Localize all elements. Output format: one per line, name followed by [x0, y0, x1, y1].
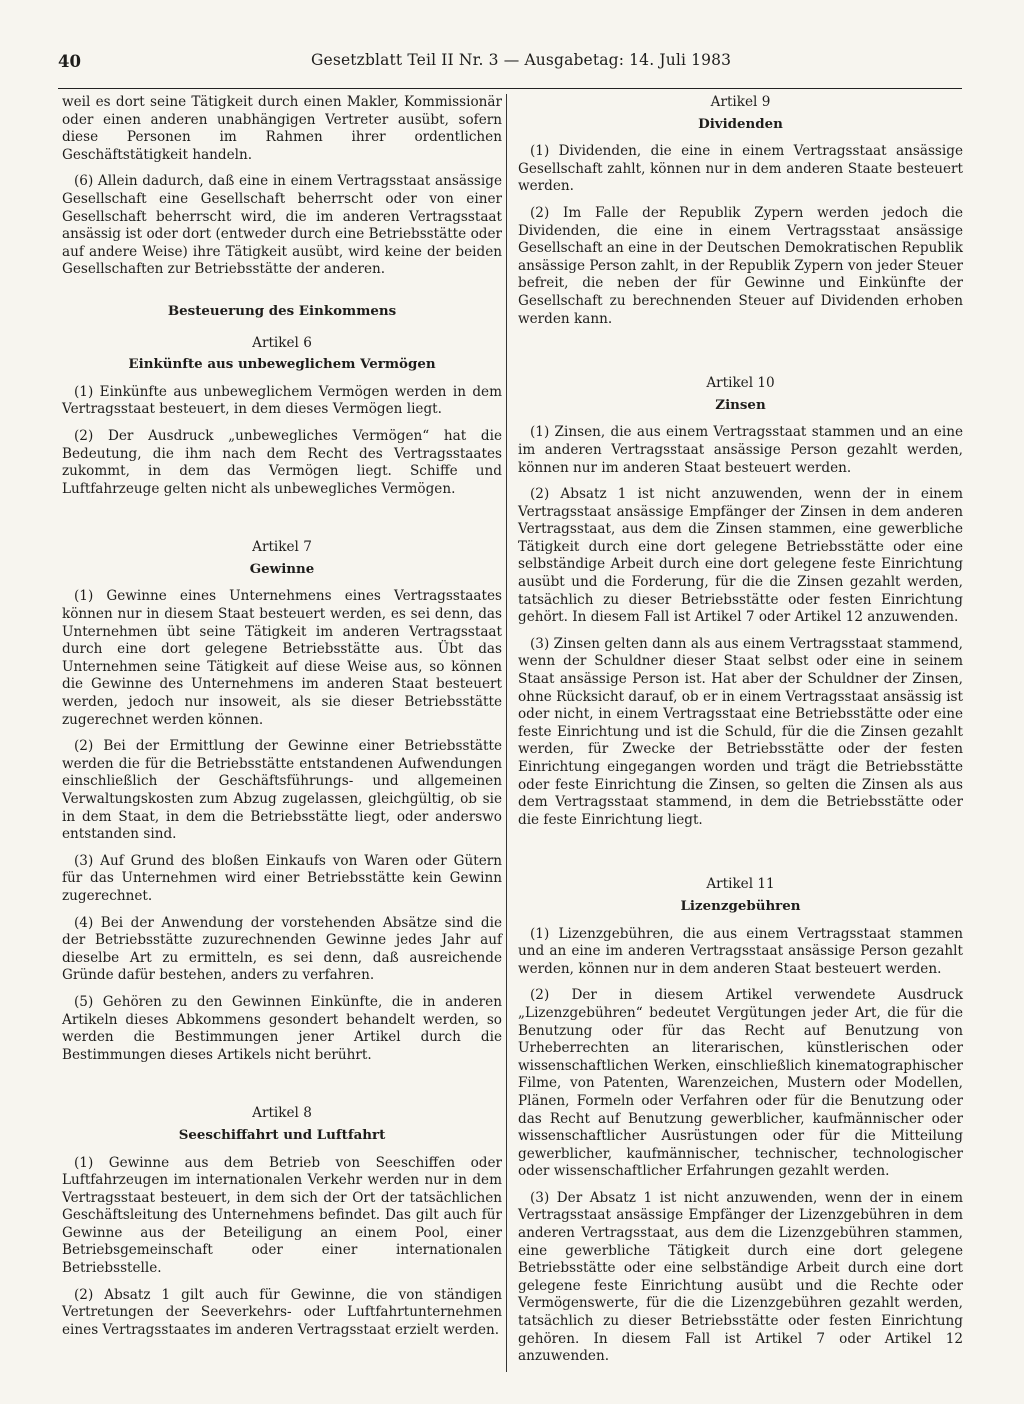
article-10-paragraph-2: (2) Absatz 1 ist nicht anzuwenden, wenn der in einem Vertragsstaat ansässige Empfänger der Zinsen in dem anderen Vertragsstaat, aus dem die Zinsen stammen, eine gewerbliche Tätigkeit durch eine dort gelegene Betriebsstätte oder eine selbständige Arbeit durch eine dort gelegene feste Einrichtung ausübt und die Forderung, für die die Zinsen gezahlt werden, tatsächlich zu dieser Betriebsstätte oder festen Einrichtung gehört. In diesem Fall ist Artikel 7 oder Artikel 12 anzuwenden.	[518, 486, 963, 626]
page-header	[58, 48, 962, 89]
article-10-title: Zinsen	[715, 396, 766, 413]
right-column	[518, 94, 963, 1375]
section-title: Besteuerung des Einkommens	[167, 302, 397, 319]
article-7-paragraph-5: (5) Gehören zu den Gewinnen Einkünfte, die in anderen Artikeln dieses Abkommens gesondert behandelt werden, so werden die Bestimmungen jener Artikel durch die Bestimmungen dieses Artikels nicht berührt.	[62, 993, 502, 1063]
article-8-paragraph-1: (1) Gewinne aus dem Betrieb von Seeschiffen oder Luftfahrzeugen im internationalen Verkehr werden nur in dem Vertragsstaat besteuert, in dem sich der Ort der tatsächlichen Geschäftsleitung des Unternehmens befindet. Das gilt auch für Gewinne aus der Beteiligung an einem Pool, einer Betriebsgemeinschaft oder einer internationalen Betriebsstelle.	[62, 1154, 502, 1277]
article-7-paragraph-2: (2) Bei der Ermittlung der Gewinne einer Betriebsstätte werden die für die Betriebsstätte entstandenen Aufwendungen einschließlich der Geschäftsführungs- und allgemeinen Verwaltungskosten zum Abzug zugelassen, gleichgültig, ob sie in dem Staat, in dem die Betriebsstätte liegt, oder anderswo entstanden sind.	[62, 738, 502, 843]
article-8-title: Seeschiffahrt und Luftfahrt	[178, 1126, 386, 1143]
page-number: 40	[58, 52, 81, 71]
article-6-heading: Artikel 6	[252, 334, 312, 351]
article-10-heading: Artikel 10	[706, 375, 775, 392]
article-11-paragraph-2: (2) Der in diesem Artikel verwendete Ausdruck „Lizenzgebühren“ bedeutet Vergütungen jeder Art, die für die Benutzung oder für das Recht auf Benutzung von Urheberrechten an literarischen, künstlerischen oder wissenschaftlichen Werken, einschließlich kinematographischer Filme, von Patenten, Warenzeichen, Mustern oder Modellen, Plänen, Formeln oder Verfahren oder für die Benutzung oder das Recht auf Benutzung gewerblicher, kaufmännischer oder wissenschaftlicher Ausrüstungen oder für die Mitteilung gewerblicher, kaufmännischer, technischer, technologischer oder wissenschaftlicher Erfahrungen gezahlt werden.	[518, 987, 963, 1180]
article-10-paragraph-3: (3) Zinsen gelten dann als aus einem Vertragsstaat stammend, wenn der Schuldner dieser Staat selbst oder eine in seinem Staat ansässige Person ist. Hat aber der Schuldner der Zinsen, ohne Rücksicht darauf, ob er in einem Vertragsstaat ansässig ist oder nicht, in einem Vertragsstaat eine Betriebsstätte oder eine feste Einrichtung und ist die Schuld, für die die Zinsen gezahlt werden, für Zwecke der Betriebsstätte oder der festen Einrichtung eingegangen worden und trägt die Betriebsstätte oder feste Einrichtung die Zinsen, so gelten die Zinsen als aus dem Vertragsstaat stammend, in dem die Betriebsstätte oder die feste Einrichtung liegt.	[518, 635, 963, 828]
paragraph-6: (6) Allein dadurch, daß eine in einem Vertragsstaat ansässige Gesellschaft eine Gesellschaft beherrscht oder von einer Gesellschaft beherrscht wird, die im anderen Vertragsstaat ansässig ist oder dort (entweder durch eine Betriebsstätte oder auf andere Weise) ihre Tätigkeit ausübt, wird keine der beiden Gesellschaften zur Betriebsstätte der anderen.	[62, 173, 502, 278]
article-6-title: Einkünfte aus unbeweglichem Vermögen	[128, 356, 436, 373]
article-11-title: Lizenzgebühren	[680, 897, 801, 914]
article-7-paragraph-3: (3) Auf Grund des bloßen Einkaufs von Waren oder Gütern für das Unternehmen wird einer Betriebsstätte kein Gewinn zugerechnet.	[62, 852, 502, 904]
article-11-paragraph-3: (3) Der Absatz 1 ist nicht anzuwenden, wenn der in einem Vertragsstaat ansässige Empfänger der Lizenzgebühren in dem anderen Vertragsstaat, aus dem die Lizenzgebühren stammen, eine gewerbliche Tätigkeit durch eine dort gelegene Betriebsstätte oder eine selbständige Arbeit durch eine dort gelegene feste Einrichtung ausübt und die Rechte oder Vermögenswerte, für die die Lizenzgebühren gezahlt werden, tatsächlich zu dieser Betriebsstätte oder festen Einrichtung gehören. In diesem Fall ist Artikel 7 oder Artikel 12 anzuwenden.	[518, 1189, 963, 1365]
article-8-paragraph-2: (2) Absatz 1 gilt auch für Gewinne, die von ständigen Vertretungen der Seeverkehrs- oder Luftfahrtunternehmen eines Vertragsstaates im anderen Vertragsstaat erzielt werden.	[62, 1286, 502, 1338]
article-9-paragraph-2: (2) Im Falle der Republik Zypern werden jedoch die Dividenden, die eine in einem Vertragsstaat ansässige Gesellschaft an eine in der Deutschen Demokratischen Republik ansässige Person zahlt, in der Republik Zypern von jeder Steuer befreit, die neben der für Gewinne und Einkünfte der Gesellschaft zu berechnenden Steuer auf Dividenden erhoben werden kann.	[518, 204, 963, 327]
article-7-heading: Artikel 7	[252, 539, 312, 556]
column-divider	[506, 94, 507, 1372]
article-11-heading: Artikel 11	[706, 876, 775, 893]
article-10-paragraph-1: (1) Zinsen, die aus einem Vertragsstaat stammen und an eine im anderen Vertragsstaat ansässige Person gezahlt werden, können nur im anderen Staat besteuert werden.	[518, 424, 963, 476]
article-6-paragraph-1: (1) Einkünfte aus unbeweglichem Vermögen werden in dem Vertragsstaat besteuert, in dem dieses Vermögen liegt.	[62, 383, 502, 418]
article-7-title: Gewinne	[249, 560, 315, 577]
article-9-heading: Artikel 9	[710, 94, 771, 110]
article-6-paragraph-2: (2) Der Ausdruck „unbewegliches Vermögen“ hat die Bedeutung, die ihm nach dem Recht des Vertragsstaates zukommt, in dem das Vermögen liegt. Schiffe und Luftfahrzeuge gelten nicht als unbewegliches Vermögen.	[62, 427, 502, 497]
left-column	[62, 94, 502, 1348]
paragraph-continued: weil es dort seine Tätigkeit durch einen Makler, Kommissionär oder einen anderen unabhängigen Vertreter ausübt, sofern diese Personen im Rahmen ihrer ordentlichen Geschäftstätigkeit handeln.	[62, 94, 502, 163]
article-7-paragraph-4: (4) Bei der Anwendung der vorstehenden Absätze sind die der Betriebsstätte zuzurechnenden Gewinne jedes Jahr auf dieselbe Art zu ermitteln, es sei denn, daß ausreichende Gründe dafür bestehen, anders zu verfahren.	[62, 914, 502, 984]
article-8-heading: Artikel 8	[252, 1105, 312, 1122]
gazette-title: Gesetzblatt Teil II Nr. 3 — Ausgabetag: 14. Juli 1983	[311, 51, 732, 69]
article-9-title: Dividenden	[698, 115, 783, 132]
article-9-paragraph-1: (1) Dividenden, die eine in einem Vertragsstaat ansässige Gesellschaft zahlt, können nur in dem anderen Staate besteuert werden.	[518, 143, 963, 195]
article-7-paragraph-1: (1) Gewinne eines Unternehmens eines Vertragsstaates können nur in diesem Staat besteuert werden, es sei denn, das Unternehmen übt seine Tätigkeit im anderen Vertragsstaat durch eine dort gelegene Betriebsstätte aus. Übt das Unternehmen seine Tätigkeit auf diese Weise aus, so können die Gewinne des Unternehmens im anderen Staat besteuert werden, jedoch nur insoweit, als sie dieser Betriebsstätte zugerechnet werden können.	[62, 588, 502, 728]
article-11-paragraph-1: (1) Lizenzgebühren, die aus einem Vertragsstaat stammen und an eine im anderen Vertragsstaat ansässige Person gezahlt werden, können nur in dem anderen Staat besteuert werden.	[518, 925, 963, 977]
